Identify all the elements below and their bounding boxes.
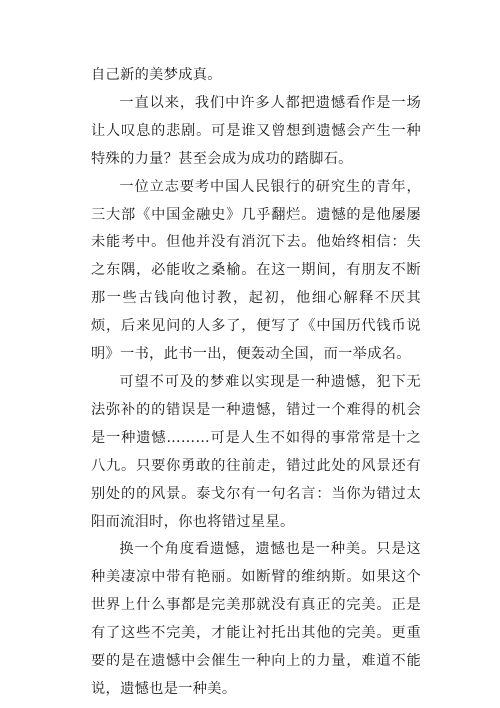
paragraph-missed-chances: 可望不可及的梦难以实现是一种遗憾，犯下无法弥补的的错误是一种遗憾，错过一个难得的机会是一种遗憾………可是人生不如得的事常常是十之八九。只要你勇敢的往前走，错过此处的风景还有别处的的风景。泰戈尔有一句名言：当你为错过太阳而流泪时，你也将错过星星。 [91, 373, 421, 530]
document-body [91, 62, 421, 704]
paragraph-regret-as-tragedy: 一直以来，我们中许多人都把遗憾看作是一场让人叹息的悲剧。可是谁又曾想到遗憾会产生一种特殊的力量？甚至会成为成功的踏脚石。 [91, 94, 421, 167]
paragraph-regret-as-beauty: 换一个角度看遗憾，遗憾也是一种美。只是这种美凄凉中带有艳丽。如断臂的维纳斯。如果这个世界上什么事都是完美那就没有真正的完美。正是有了这些不完美，才能让衬托出其他的完美。更重要的是在遗憾中会催生一种向上的力量，难道不能说，遗憾也是一种美。 [91, 541, 421, 697]
paragraph-continuation: 自己新的美梦成真。 [91, 67, 222, 83]
paragraph-finance-student: 一位立志要考中国人民银行的研究生的青年，三大部《中国金融史》几乎翻烂。遗憾的是他屡屡未能考中。但他并没有消沉下去。他始终相信：失之东隅，必能收之桑榆。在这一期间，有朋友不断那一些古钱向他讨教，起初，他细心解释不厌其烦，后来见问的人多了，便写了《中国历代钱币说明》一书，此书一出，便轰动全国，而一举成名。 [91, 178, 421, 363]
